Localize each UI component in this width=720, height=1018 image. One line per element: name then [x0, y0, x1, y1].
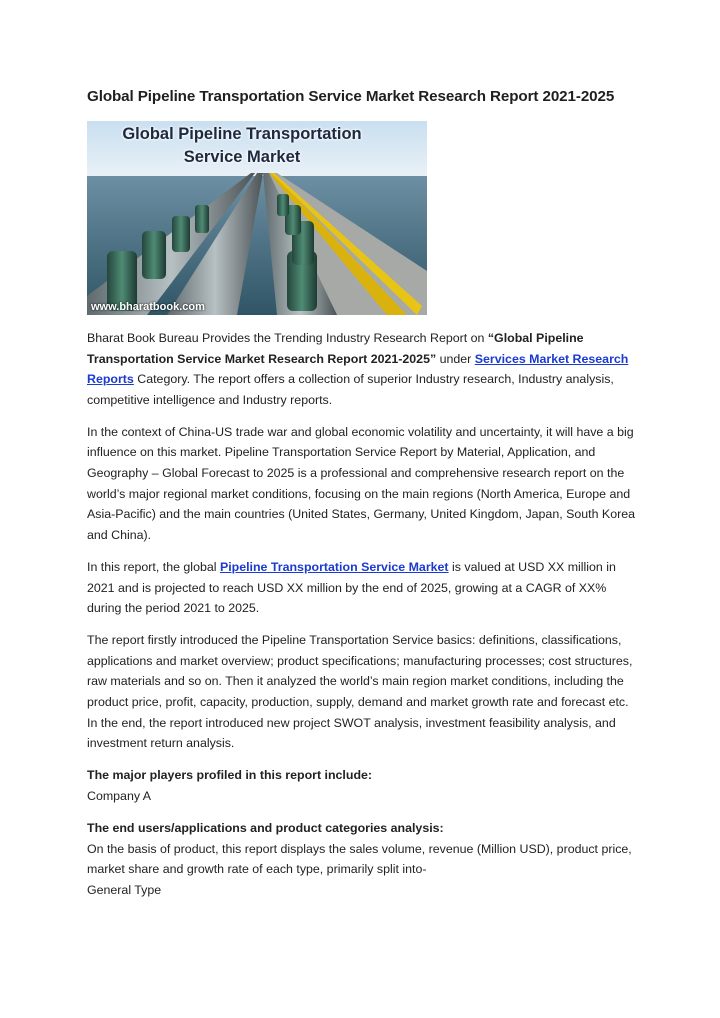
intro-paragraph: Bharat Book Bureau Provides the Trending Industry Research Report on “Global Pipeline Transportation Service Market Research Report 2021-2025” under Services Market Research Reports Category. The report offers a collection of superior Industry research, Industry analysis, competitive intelligence and Industry reports.: [87, 331, 629, 407]
category-link[interactable]: Services Market Research Reports: [87, 351, 629, 387]
market-link[interactable]: Pipeline Transportation Service Market: [219, 559, 449, 574]
type-item: General Type: [87, 882, 162, 897]
applications-section: [87, 818, 639, 900]
document-title: Global Pipeline Transportation Service Market Research Report 2021-2025: [87, 88, 615, 105]
players-heading: The major players profiled in this report include:: [87, 768, 373, 783]
context-paragraph: In the context of China-US trade war and global economic volatility and uncertainty, it will have a big influence on this market. Pipeline Transportation Service Report by Material, Application, and Geography – Global Forecast to 2025 is a professional and comprehensive research report on the world’s major regional market conditions, focusing on the main regions (North America, Europe and Asia-Pacific) and the main countries (United States, Germany, United Kingdom, Japan, South Korea and China).: [87, 424, 635, 542]
hero-title: Global Pipeline Transportation Service Market: [122, 125, 362, 166]
player-item: Company A: [87, 788, 152, 803]
report-body: [87, 328, 639, 912]
valuation-paragraph: In this report, the global Pipeline Transportation Service Market is valued at USD XX million in 2021 and is projected to reach USD XX million by the end of 2025, growing at a CAGR of XX% during the period 2021 to 2025.: [87, 559, 616, 616]
players-section: [87, 765, 639, 806]
overview-paragraph: The report firstly introduced the Pipeline Transportation Service basics: definitions, classifications, applications and market overview; product specifications; manufacturing processes; cost structures, raw materials and so on. Then it analyzed the world’s main region market conditions, including the product price, profit, capacity, production, supply, demand and market growth rate and forecast etc. In the end, the report introduced new project SWOT analysis, investment feasibility analysis, and investment return analysis.: [87, 633, 633, 751]
hero-image: [87, 121, 427, 315]
applications-text: On the basis of product, this report displays the sales volume, revenue (Million USD), product price, market share and growth rate of each type, primarily split into-: [87, 841, 632, 877]
applications-heading: The end users/applications and product categories analysis:: [87, 820, 444, 835]
watermark: www.bharatbook.com: [91, 301, 205, 313]
